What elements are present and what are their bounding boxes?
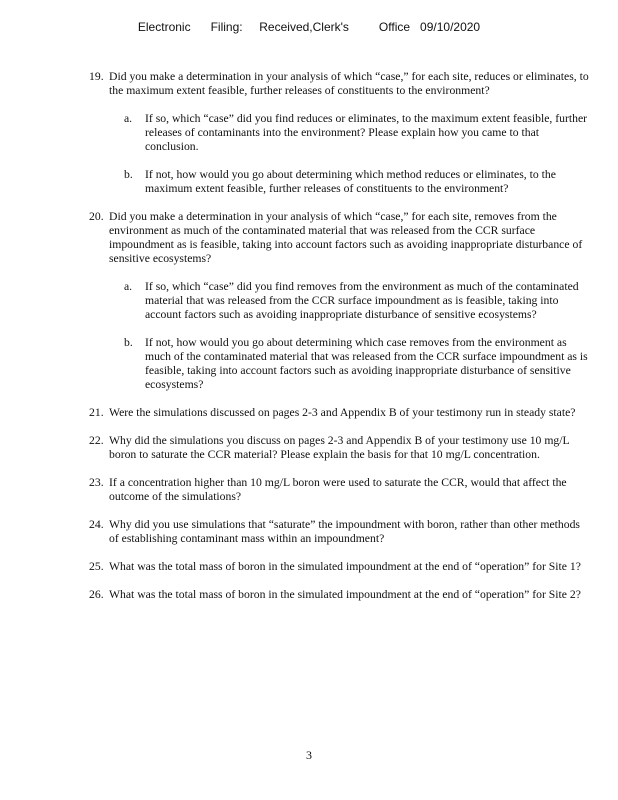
question-number: 20. [89, 210, 104, 223]
question-number: 23. [89, 476, 104, 489]
questions-list [89, 70, 589, 616]
subquestion-19a [124, 112, 589, 154]
question-22 [89, 434, 589, 462]
subquestion-letter: a. [124, 112, 133, 125]
question-25 [89, 560, 589, 574]
filing-stamp-header: Electronic Filing: Received,Clerk's Office 09/10/2020 [137, 20, 481, 34]
question-20 [89, 210, 589, 392]
subquestion-20b [124, 336, 589, 392]
subquestion-letter: b. [124, 168, 133, 181]
question-text: Did you make a determination in your analysis of which “case,” for each site, reduces or eliminates, to the maximum extent feasible, further releases of constituents to the environment? [109, 70, 589, 97]
question-number: 24. [89, 518, 104, 531]
question-text: What was the total mass of boron in the simulated impoundment at the end of “operation” for Site 2? [109, 588, 581, 601]
question-number: 26. [89, 588, 104, 601]
subquestion-letter: b. [124, 336, 133, 349]
question-text: What was the total mass of boron in the simulated impoundment at the end of “operation” for Site 1? [109, 560, 581, 573]
subquestion-letter: a. [124, 280, 133, 293]
subquestion-text: If so, which “case” did you find reduces or eliminates, to the maximum extent feasible, further releases of contaminants into the environment? Please explain how you came to that conclusion. [145, 112, 588, 153]
subquestion-text: If so, which “case” did you find removes from the environment as much of the contaminated material that was released from the CCR surface impoundment as is feasible, taking into account factors such as avoiding inappropriate disturbance of sensitive ecosystems? [145, 280, 579, 321]
question-text: Did you make a determination in your analysis of which “case,” for each site, removes from the environment as much of the contaminated material that was released from the CCR surface impoundment as is feasible, taking into account factors such as avoiding inappropriate disturbance of sensitive ecosystems? [109, 210, 583, 265]
question-text: Why did you use simulations that “saturate” the impoundment with boron, rather than other methods of establishing contaminant mass within an impoundment? [109, 518, 580, 545]
question-21 [89, 406, 589, 420]
question-text: Were the simulations discussed on pages 2-3 and Appendix B of your testimony run in steady state? [109, 406, 576, 419]
question-number: 21. [89, 406, 104, 419]
question-24 [89, 518, 589, 546]
question-number: 25. [89, 560, 104, 573]
subquestion-text: If not, how would you go about determining which method reduces or eliminates, to the maximum extent feasible, further releases of constituents to the environment? [145, 168, 556, 195]
question-23 [89, 476, 589, 504]
subquestion-20a [124, 280, 589, 322]
question-text: Why did the simulations you discuss on pages 2-3 and Appendix B of your testimony use 10 mg/L boron to saturate the CCR material? Please explain the basis for that 10 mg/L concentration. [109, 434, 570, 461]
subquestion-19b [124, 168, 589, 196]
question-19 [89, 70, 589, 196]
question-number: 19. [89, 70, 104, 83]
page-number: 3 [306, 748, 312, 762]
subquestion-text: If not, how would you go about determining which case removes from the environment as much of the contaminated material that was released from the CCR surface impoundment as is feasible, taking into account factors such as avoiding inappropriate disturbance of sensitive ecosystems? [145, 336, 588, 391]
question-number: 22. [89, 434, 104, 447]
question-text: If a concentration higher than 10 mg/L boron were used to saturate the CCR, would that affect the outcome of the simulations? [109, 476, 567, 503]
question-26 [89, 588, 589, 602]
